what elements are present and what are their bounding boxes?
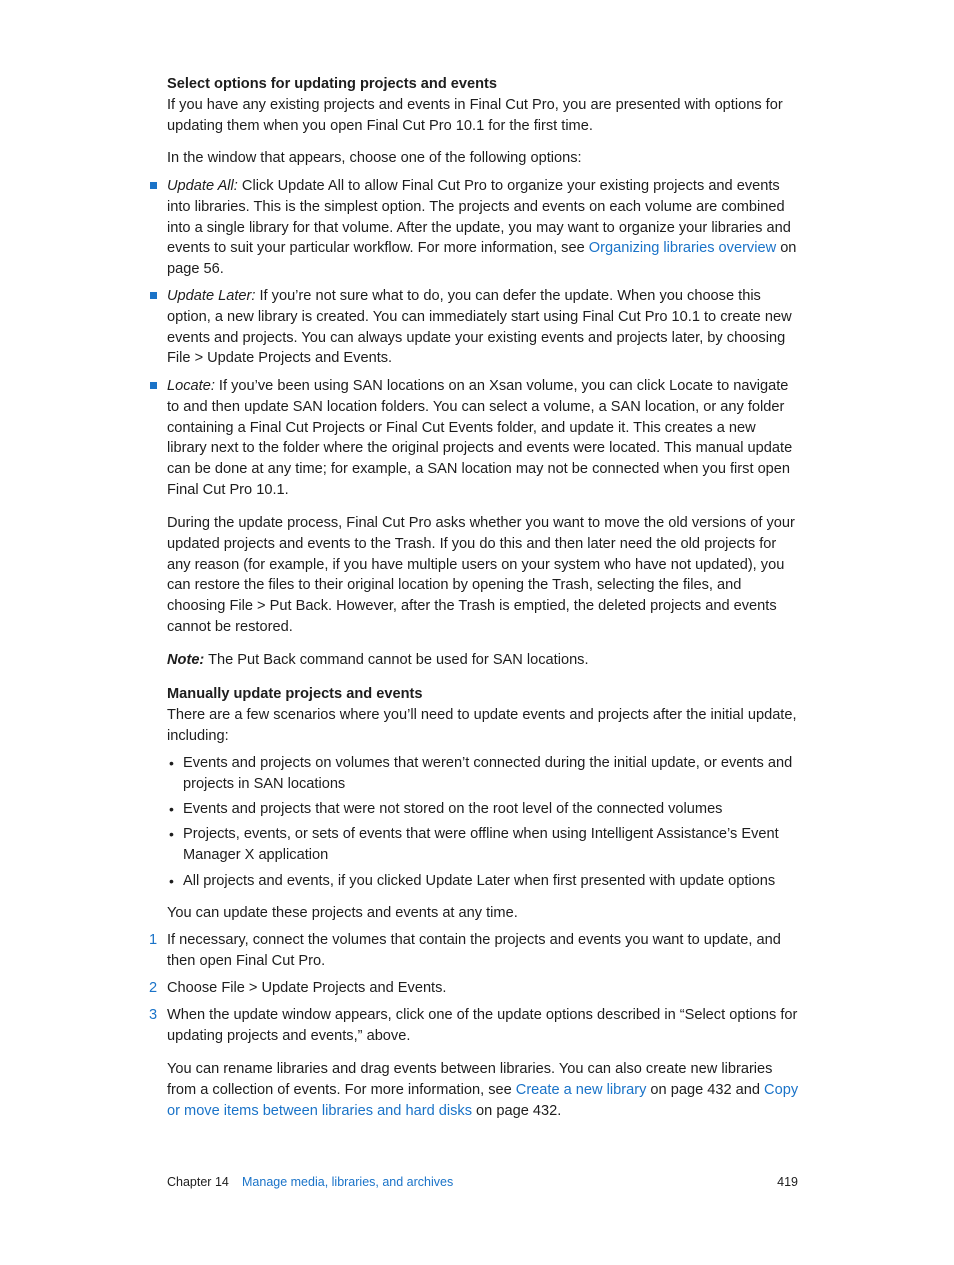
- footer-chapter-title-link[interactable]: Manage media, libraries, and archives: [242, 1175, 454, 1189]
- section-heading-select-options: Select options for updating projects and events: [167, 76, 498, 92]
- square-bullet-icon: [150, 182, 157, 189]
- closing-paragraph: [167, 1059, 799, 1121]
- note-text: The Put Back command cannot be used for SAN locations.: [204, 652, 589, 668]
- section-intro: If you have any existing projects and events in Final Cut Pro, you are presented with options for updating them when you open Final Cut Pro 10.1 for the first time.: [167, 97, 783, 134]
- copy-move-items-link[interactable]: Copy or move items between libraries and hard disks: [167, 1081, 799, 1119]
- step-text: Choose File > Update Projects and Events.: [167, 980, 447, 996]
- bullet-dot-icon: •: [169, 873, 174, 889]
- list-item: Projects, events, or sets of events that were offline when using Intelligent Assistance’s Event Manager X application: [183, 826, 779, 863]
- update-process-paragraph: During the update process, Final Cut Pro asks whether you want to move the old versions of your updated projects and events to the Trash. If you do this and then later need the old projects for any reason (for example, if you have multiple users on your system who have not updated), you can restore the files to their original location by opening the Trash, selecting the files, and choosing File > Put Back. However, after the Trash is emptied, the deleted projects and events cannot be restored.: [167, 515, 795, 635]
- list-item: Events and projects that were not stored on the root level of the connected volumes: [183, 801, 723, 817]
- square-bullet-icon: [150, 292, 157, 299]
- section-heading-manual-update: Manually update projects and events: [167, 686, 423, 702]
- closing-pre: You can rename libraries and drag events between libraries. You can also create new libraries from a collection of events. For more information, see: [167, 1061, 773, 1098]
- option-update-later: [167, 286, 799, 369]
- section-intro: There are a few scenarios where you’ll need to update events and projects after the initial update, including:: [167, 707, 797, 744]
- option-text: If you’re not sure what to do, you can defer the update. When you choose this option, a new library is created. You can immediately start using Final Cut Pro 10.1 to create new events and projects. You can always update your existing events and projects later, by choosing File > Update Projects and Events.: [167, 288, 792, 367]
- footer-chapter: Chapter 14: [167, 1175, 229, 1189]
- bullet-dot-icon: •: [169, 826, 174, 842]
- closing-mid: on page 432 and: [646, 1081, 765, 1098]
- option-after: on page 56.: [167, 240, 797, 278]
- option-term: Update All:: [167, 178, 238, 194]
- square-bullet-icon: [150, 382, 157, 389]
- list-item: Events and projects on volumes that weren’t connected during the initial update, or events and projects in SAN locations: [183, 755, 793, 792]
- option-update-all: [167, 176, 799, 280]
- option-locate: [167, 376, 799, 501]
- organizing-libraries-link[interactable]: Organizing libraries overview: [588, 240, 777, 257]
- step-text: If necessary, connect the volumes that contain the projects and events you want to update, and then open Final Cut Pro.: [167, 932, 781, 969]
- step-text: When the update window appears, click one of the update options described in “Select options for updating projects and events,” above.: [167, 1007, 798, 1044]
- note-label: Note:: [167, 652, 205, 668]
- option-term: Locate:: [167, 378, 215, 394]
- step-number: 1: [149, 932, 158, 948]
- option-text: If you’ve been using SAN locations on an Xsan volume, you can click Locate to navigate to and then update SAN location folders. You can select a volume, a SAN location, or any folder containing a Final Cut Projects or Final Cut Events folder, and update it. This creates a new library next to the folder where the original projects and events were located. This manual update can be done at any time; for example, a SAN location may not be connected when you first open Final Cut Pro 10.1.: [167, 378, 793, 498]
- create-new-library-link[interactable]: Create a new library: [515, 1081, 647, 1098]
- list-item: All projects and events, if you clicked Update Later when first presented with update options: [183, 873, 776, 889]
- bullet-dot-icon: •: [169, 755, 174, 771]
- choose-text: In the window that appears, choose one of the following options:: [167, 150, 582, 166]
- anytime-text: You can update these projects and events at any time.: [167, 905, 518, 921]
- step-number: 2: [149, 980, 158, 996]
- option-text: Click Update All to allow Final Cut Pro to organize your existing projects and events into libraries. This is the simplest option. The projects and events on each volume are combined into a single library for that volume. After the update, you may want to organize your libraries and events to suit your particular workflow. For more information, see: [167, 178, 791, 257]
- bullet-dot-icon: •: [169, 801, 174, 817]
- note: [167, 650, 799, 671]
- option-term: Update Later:: [167, 288, 256, 304]
- step-number: 3: [149, 1007, 158, 1023]
- closing-post: on page 432.: [472, 1102, 562, 1119]
- page-number: 419: [777, 1175, 798, 1189]
